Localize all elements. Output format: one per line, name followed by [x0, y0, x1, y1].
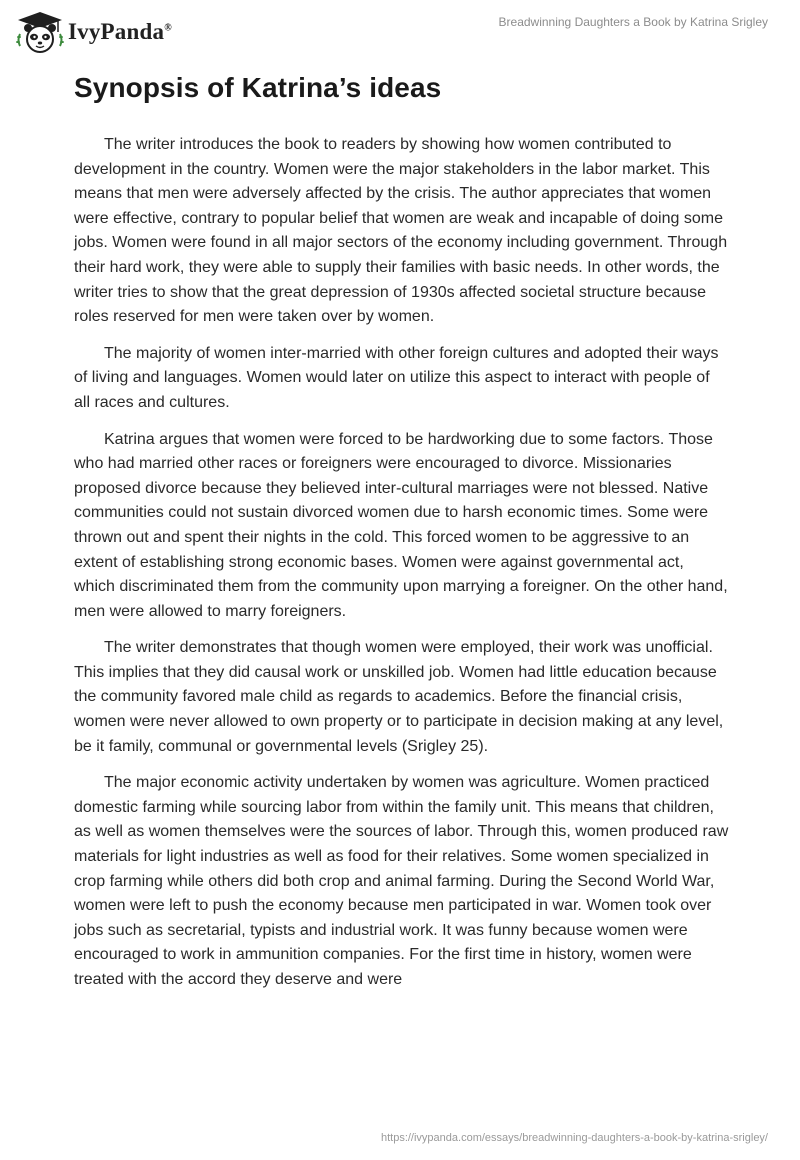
ivypanda-logo[interactable]	[14, 10, 172, 54]
panda-graduate-icon	[14, 10, 66, 54]
paragraph-2: The majority of women inter-married with other foreign cultures and adopted their ways of living and languages. Women would later on utilize this aspect to interact with people of all races and cultures.	[74, 344, 719, 411]
page-header	[0, 0, 800, 60]
document-title: Breadwinning Daughters a Book by Katrina Srigley	[498, 15, 768, 29]
paragraph-5: The major economic activity undertaken by women was agriculture. Women practiced domestic farming while sourcing labor from within the family unit. This means that children, as well as women themselves were the sources of labor. Through this, women produced raw materials for light industries as well as food for their relatives. Some women specialized in crop farming while others did both crop and animal farming. During the Second World War, women were left to push the economy because men participated in war. Women took over jobs such as secretarial, typists and industrial work. It was funny because women were encouraged to work in ammunition companies. For the first time in history, women were treated with the accord they deserve and were	[74, 774, 729, 988]
paragraph-1: The writer introduces the book to readers by showing how women contributed to development in the country. Women were the major stakeholders in the labor market. This means that men were adversely affected by the crisis. The author appreciates that women were effective, contrary to popular belief that women are weak and incapable of doing some jobs. Women were found in all major sectors of the economy including government. Through their hard work, they were able to supply their families with basic needs. In other words, the writer tries to show that the great depression of 1930s affected societal structure because roles reserved for men were taken over by women.	[74, 136, 728, 326]
paragraph-4: The writer demonstrates that though women were employed, their work was unofficial. This implies that they did causal work or unskilled job. Women had little education because the community favored male child as regards to academics. Before the financial crisis, women were never allowed to own property or to participate in decision making at any level, be it family, communal or governmental levels (Srigley 25).	[74, 639, 724, 755]
brand-name: IvyPanda®	[68, 19, 172, 44]
source-url[interactable]: https://ivypanda.com/essays/breadwinning-daughters-a-book-by-katrina-srigley/	[380, 1132, 768, 1144]
paragraph-3: Katrina argues that women were forced to be hardworking due to some factors. Those who had married other races or foreigners were encouraged to divorce. Missionaries proposed divorce because they believed inter-cultural marriages were not blessed. Native communities could not sustain divorced women due to harsh economic times. Some were thrown out and spent their nights in the cold. This forced women to be aggressive to an extent of establishing strong economic bases. Women were against governmental act, which discriminated them from the community upon marrying a foreigner. On the other hand, men were allowed to marry foreigners.	[74, 430, 728, 620]
essay-body	[74, 133, 729, 1005]
section-heading: Synopsis of Katrina’s ideas	[74, 72, 442, 103]
